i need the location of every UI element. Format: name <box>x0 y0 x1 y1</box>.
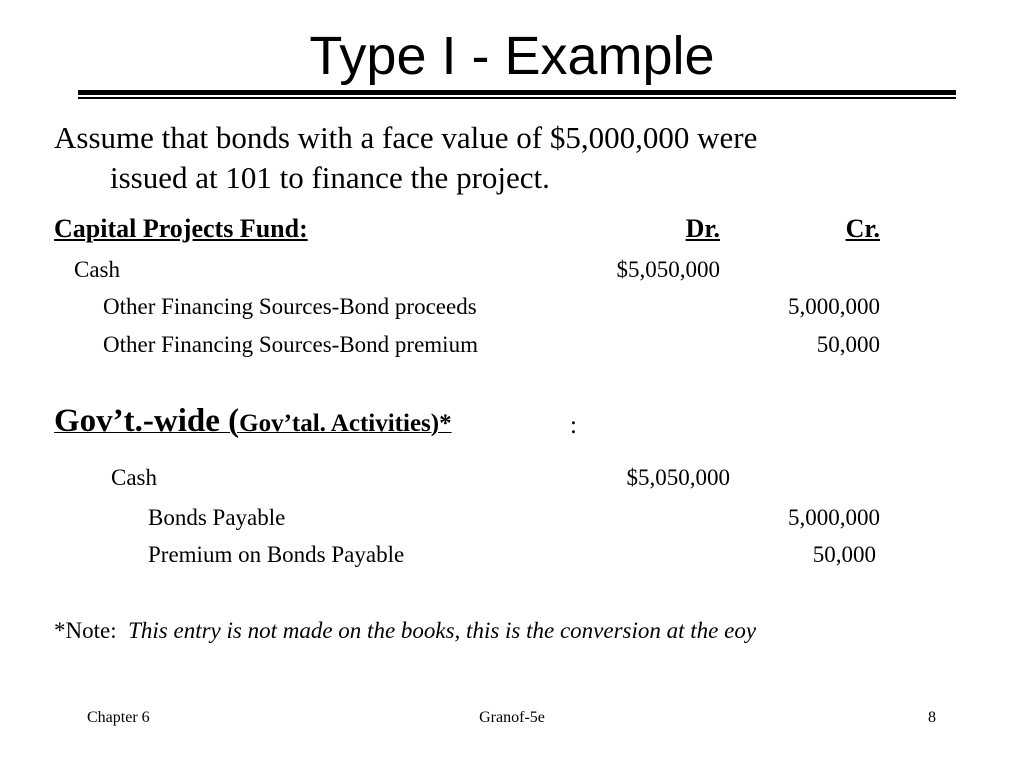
intro-line-1: Assume that bonds with a face value of $5,000,000 were <box>54 120 758 155</box>
intro-paragraph <box>54 118 757 198</box>
slide-title: Type I - Example <box>309 26 715 86</box>
cpf-entry-account: Other Financing Sources-Bond proceeds <box>103 294 477 319</box>
cpf-entry-credit: 5,000,000 <box>788 294 880 319</box>
gw-entry-account: Bonds Payable <box>148 505 286 530</box>
capital-projects-heading: Capital Projects Fund: <box>54 214 308 243</box>
title-rule-thin <box>78 97 956 99</box>
footer-chapter: Chapter 6 <box>87 709 150 726</box>
gw-entry-account: Premium on Bonds Payable <box>148 542 405 567</box>
footer-source: Granof-5e <box>479 709 545 726</box>
footnote <box>54 617 756 645</box>
govt-wide-heading: Gov’t.-wide (Gov’tal. Activities)* <box>54 403 452 439</box>
cpf-entry-account: Cash <box>74 257 120 282</box>
cpf-entry-debit: $5,050,000 <box>616 257 720 282</box>
footnote-text: This entry is not made on the books, this is the conversion at the eoy <box>128 618 757 643</box>
footnote-label: *Note: <box>54 618 117 643</box>
credit-column-header: Cr. <box>845 214 880 243</box>
intro-line-2: issued at 101 to finance the project. <box>110 160 550 195</box>
gw-entry-debit: $5,050,000 <box>626 465 730 490</box>
debit-column-header: Dr. <box>685 214 720 243</box>
cpf-entry-credit: 50,000 <box>816 332 880 357</box>
gw-entry-account: Cash <box>111 465 157 490</box>
govt-wide-heading-colon: : <box>570 412 577 439</box>
gw-entry-credit: 5,000,000 <box>788 505 880 530</box>
gw-entry-credit: 50,000 <box>812 542 876 567</box>
title-rule-thick <box>78 90 956 95</box>
footer-page-number: 8 <box>928 709 936 726</box>
cpf-entry-account: Other Financing Sources-Bond premium <box>103 332 478 357</box>
